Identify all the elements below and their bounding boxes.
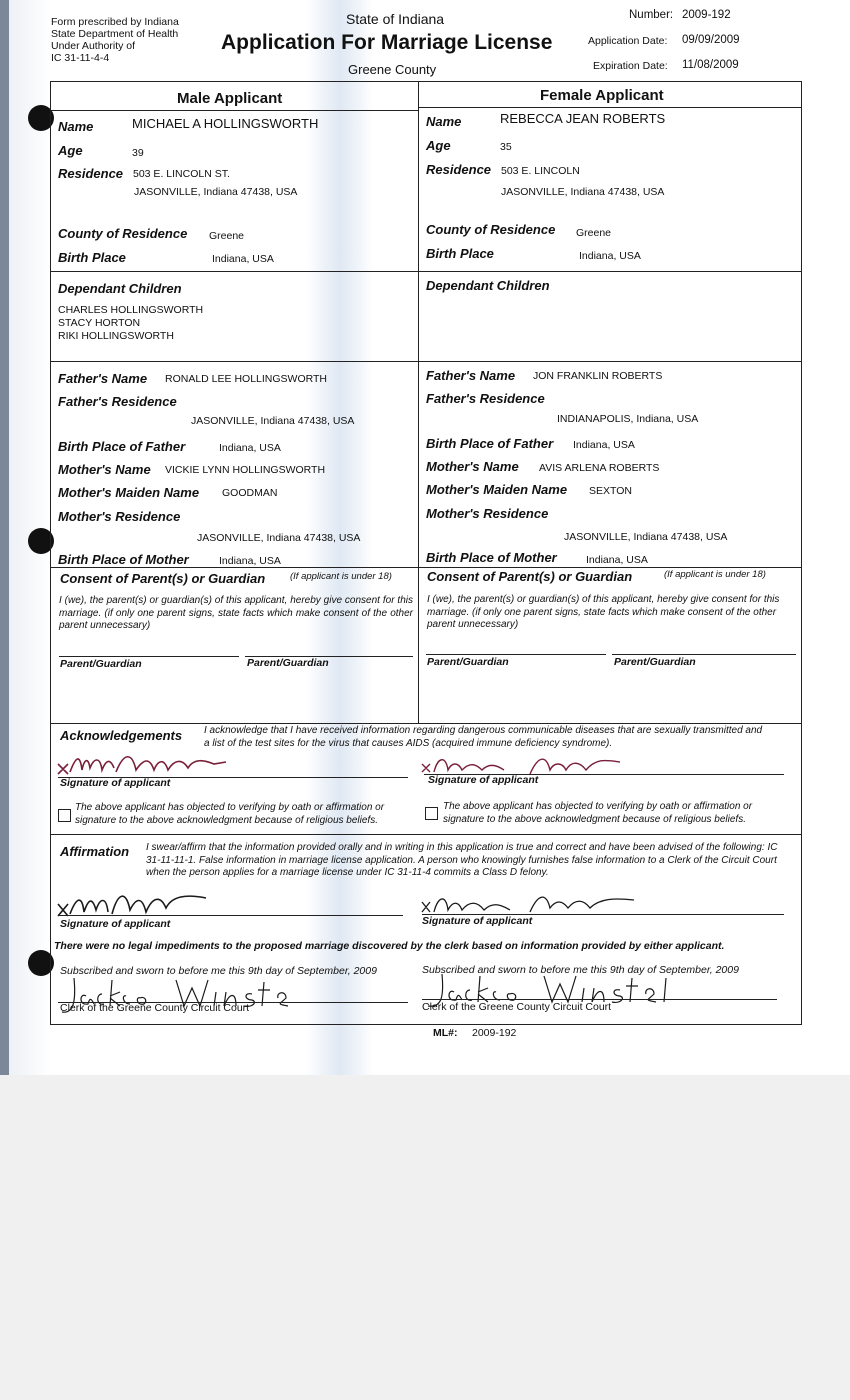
male-children-list — [58, 304, 203, 343]
female-birth-place-label: Birth Place — [426, 246, 494, 261]
form-note-line: IC 31-11-4-4 — [51, 52, 110, 64]
parent-guardian-label: Parent/Guardian — [247, 657, 329, 669]
female-clerk-label: Clerk of the Greene County Circuit Court — [422, 1001, 612, 1013]
male-father-name-label: Father's Name — [58, 371, 148, 386]
female-subscribed-text: Subscribed and sworn to before me this 9th day of September, 2009 — [422, 964, 739, 976]
male-objection-checkbox[interactable] — [58, 809, 71, 822]
female-county-label: County of Residence — [426, 222, 556, 237]
form-note-line: Under Authority of — [51, 40, 136, 52]
signature-line — [422, 999, 777, 1000]
male-consent-note: (If applicant is under 18) — [290, 571, 392, 582]
female-father-name-label: Father's Name — [426, 368, 516, 383]
affirmation-text: I swear/affirm that the information provided orally and in writing in this application is true and correct and have been advised of the following: IC 31-11-11-1. False information in marriage license application. A person who knowingly furnishes false information to a Clerk of the Circuit Court when the person applies for a marriage license under IC 31-11-4 commits a Class D felony. — [146, 842, 778, 878]
parent-guardian-label: Parent/Guardian — [614, 656, 696, 668]
male-birth-place-label: Birth Place — [58, 250, 126, 265]
female-heading-rule — [418, 107, 802, 108]
page-edge — [0, 0, 9, 1075]
signature-of-applicant-label: Signature of applicant — [428, 774, 539, 786]
county-name: Greene County — [348, 62, 437, 77]
acknowledgement-text: I acknowledge that I have received information regarding dangerous communicable diseases that are sexually transmitted and a list of the test sites for the virus that causes AIDS (acquired immune deficiency syndrome). — [204, 725, 763, 749]
section-rule — [50, 361, 802, 362]
male-father-residence-label: Father's Residence — [58, 394, 177, 409]
female-mother-name-label: Mother's Name — [426, 459, 519, 474]
female-father-residence: INDIANAPOLIS, Indiana, USA — [557, 413, 699, 425]
ml-number: 2009-192 — [472, 1027, 517, 1039]
child-name: CHARLES HOLLINGSWORTH — [58, 304, 204, 316]
male-objection-text: The above applicant has objected to verifying by oath or affirmation or signature to the above acknowledgment because of religious beliefs. — [75, 802, 385, 826]
section-rule — [50, 567, 802, 568]
signature-line — [58, 915, 403, 916]
male-birth-place: Indiana, USA — [212, 253, 274, 265]
female-consent-text: I (we), the parent(s) or guardian(s) of this applicant, hereby give consent for this marriage. (if only one parent signs, state facts which make consent of the other parent unnecessary) — [427, 594, 780, 630]
male-applicant-heading: Male Applicant — [177, 90, 283, 107]
female-father-name: JON FRANKLIN ROBERTS — [533, 370, 663, 382]
male-mother-residence-label: Mother's Residence — [58, 509, 181, 524]
male-father-birth-place: Indiana, USA — [219, 442, 281, 454]
acknowledgements-label: Acknowledgements — [60, 728, 183, 743]
application-date-label: Application Date: — [588, 35, 668, 47]
female-age-label: Age — [426, 138, 451, 153]
form-note-line: Form prescribed by Indiana — [51, 16, 179, 28]
female-mother-name: AVIS ARLENA ROBERTS — [539, 462, 660, 474]
state-name: State of Indiana — [346, 11, 445, 27]
male-residence-label: Residence — [58, 166, 124, 181]
male-children-label: Dependant Children — [58, 281, 182, 296]
section-rule — [50, 723, 802, 724]
female-applicant-heading: Female Applicant — [540, 87, 664, 104]
female-objection-checkbox[interactable] — [425, 807, 438, 820]
female-residence-label: Residence — [426, 162, 492, 177]
female-mother-birth-place: Indiana, USA — [586, 554, 648, 566]
parent-guardian-label: Parent/Guardian — [427, 656, 509, 668]
male-subscribed-text: Subscribed and sworn to before me this 9th day of September, 2009 — [60, 965, 377, 977]
parent-guardian-label: Parent/Guardian — [60, 658, 142, 670]
expiration-date-label: Expiration Date: — [593, 60, 668, 72]
child-name: STACY HORTON — [58, 317, 141, 329]
signature-of-applicant-label: Signature of applicant — [422, 915, 533, 927]
signature-line — [612, 654, 796, 655]
female-mother-residence: JASONVILLE, Indiana 47438, USA — [564, 531, 728, 543]
female-father-residence-label: Father's Residence — [426, 391, 545, 406]
form-note — [51, 16, 179, 64]
column-divider — [418, 81, 419, 724]
male-mother-maiden-name: GOODMAN — [222, 487, 278, 499]
female-mother-birth-label: Birth Place of Mother — [426, 550, 557, 565]
female-consent-label: Consent of Parent(s) or Guardian — [427, 569, 633, 584]
female-residence-line2: JASONVILLE, Indiana 47438, USA — [501, 186, 665, 198]
signature-of-applicant-label: Signature of applicant — [60, 777, 171, 789]
signature-of-applicant-label: Signature of applicant — [60, 918, 171, 930]
female-father-birth-label: Birth Place of Father — [426, 436, 554, 451]
female-residence-line1: 503 E. LINCOLN — [501, 165, 580, 177]
female-name: REBECCA JEAN ROBERTS — [500, 111, 666, 126]
male-residence-line1: 503 E. LINCOLN ST. — [133, 168, 230, 180]
female-mother-residence-label: Mother's Residence — [426, 506, 549, 521]
expiration-date: 11/08/2009 — [682, 59, 739, 71]
female-children-label: Dependant Children — [426, 278, 550, 293]
male-mother-maiden-label: Mother's Maiden Name — [58, 485, 200, 500]
child-name: RIKI HOLLINGSWORTH — [58, 330, 174, 342]
male-father-birth-label: Birth Place of Father — [58, 439, 186, 454]
male-mother-name: VICKIE LYNN HOLLINGSWORTH — [165, 464, 326, 476]
male-heading-rule — [50, 110, 418, 111]
female-father-birth-place: Indiana, USA — [573, 439, 635, 451]
application-date: 09/09/2009 — [682, 34, 740, 46]
male-mother-birth-label: Birth Place of Mother — [58, 552, 189, 567]
signature-line — [426, 654, 606, 655]
female-objection-text: The above applicant has objected to verifying by oath or affirmation or signature to the above acknowledgment because of religious beliefs. — [443, 801, 753, 825]
female-mother-maiden-label: Mother's Maiden Name — [426, 482, 568, 497]
page-title: Application For Marriage License — [221, 31, 553, 54]
male-age: 39 — [132, 147, 144, 159]
affirmation-label: Affirmation — [60, 844, 130, 859]
female-age: 35 — [500, 141, 512, 153]
license-number: 2009-192 — [682, 9, 731, 21]
male-name: MICHAEL A HOLLINGSWORTH — [132, 116, 319, 131]
male-mother-name-label: Mother's Name — [58, 462, 151, 477]
male-clerk-signature — [56, 970, 296, 1022]
section-rule — [50, 834, 802, 835]
male-father-residence: JASONVILLE, Indiana 47438, USA — [191, 415, 355, 427]
female-name-label: Name — [426, 114, 462, 129]
number-label: Number: — [629, 9, 674, 21]
male-consent-text: I (we), the parent(s) or guardian(s) of this applicant, hereby give consent for this marriage. (if only one parent signs, state facts which make consent of the other parent unnecessary) — [59, 595, 413, 631]
female-county: Greene — [576, 227, 612, 239]
form-note-line: State Department of Health — [51, 28, 179, 40]
male-father-name: RONALD LEE HOLLINGSWORTH — [165, 373, 328, 385]
section-rule — [50, 271, 802, 272]
ml-number-label: ML#: — [433, 1027, 458, 1039]
male-name-label: Name — [58, 119, 94, 134]
male-county: Greene — [209, 230, 245, 242]
male-mother-birth-place: Indiana, USA — [219, 555, 281, 567]
female-mother-maiden-name: SEXTON — [589, 485, 632, 497]
male-county-label: County of Residence — [58, 226, 188, 241]
male-age-label: Age — [58, 143, 83, 158]
signature-line — [59, 656, 239, 657]
male-mother-residence: JASONVILLE, Indiana 47438, USA — [197, 532, 361, 544]
no-impediments-statement: There were no legal impediments to the proposed marriage discovered by the clerk based on information provided by either applicant. — [54, 940, 725, 952]
female-birth-place: Indiana, USA — [579, 250, 641, 262]
male-clerk-label: Clerk of the Greene County Circuit Court — [60, 1002, 250, 1014]
male-consent-label: Consent of Parent(s) or Guardian — [60, 571, 266, 586]
male-residence-line2: JASONVILLE, Indiana 47438, USA — [134, 186, 298, 198]
female-consent-note: (If applicant is under 18) — [664, 569, 766, 580]
